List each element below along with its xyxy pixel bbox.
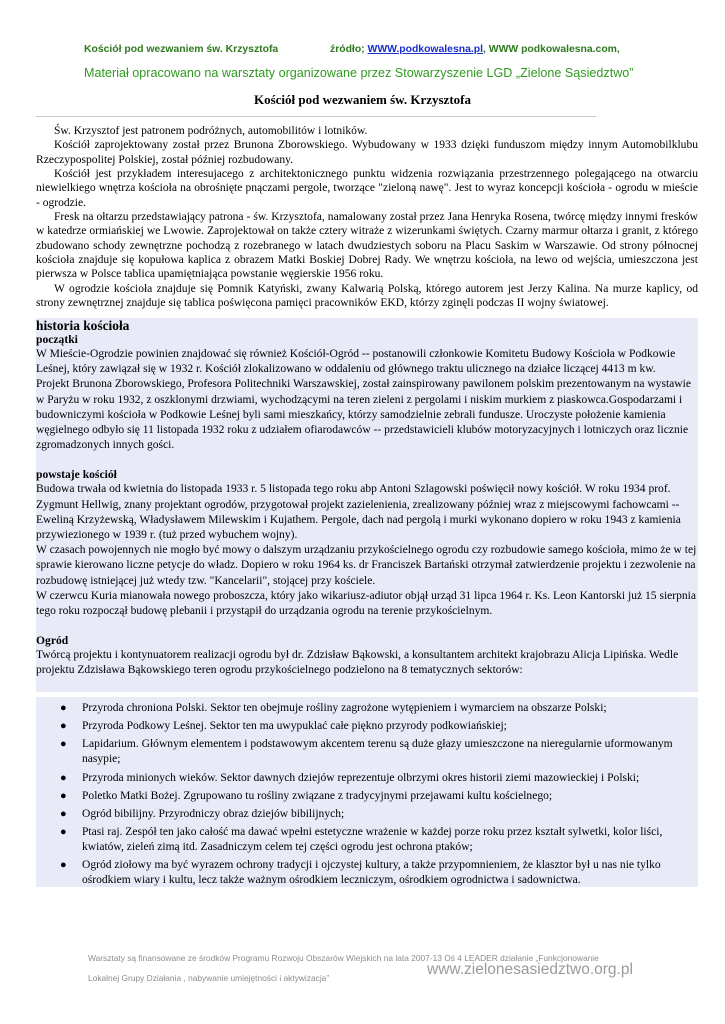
footer-program-line: Lokalnej Grupy Działania , nabywanie umiejętności i aktywizacja” [88, 973, 330, 983]
intro-paragraph: W ogrodzie kościoła znajduje się Pomnik Katyński, zwany Kalwarią Polską, którego autorem jest Jerzy Kalina. Na murze kaplicy, od strony zewnętrznej znajduje się tablica poświęcona pamięci pracowników EKD, którzy zginęli podczas II wojny światowej. [36, 282, 698, 310]
spacer [36, 453, 698, 468]
intro-paragraph: Kościół zaprojektowany został przez Brunona Zborowskiego. Wybudowany w 1933 dzięki funduszom między innym Automobilklubu Rzeczypospolitej Polskiej, został później rozbudowany. [36, 139, 698, 166]
beginnings-heading: początki [36, 333, 78, 346]
header-source: źródło; WWW.podkowalesna.pl, WWW podkowalesna.com, [330, 44, 620, 55]
bullet-icon: ● [60, 807, 67, 820]
list-item: ● Poletko Matki Bożej. Zgrupowano tu rośliny związane z tradycyjnymi przejawami kultu kościelnego; [60, 789, 553, 802]
list-item: ● Lapidarium. Głównym elementem i podstawowym akcentem terenu są duże głazy umieszczone na nieregularnie uformowanym nasypie; [60, 738, 673, 766]
history-paragraph: W czasach powojennych nie mogło być mowy o dalszym urządzaniu przykościelnego ogrodu czy rozbudowie samego kościoła, mimo że w tej sprawie kierowano liczne petycje do władz. Dopiero w roku 1964 ks. dr Franciszek Bartański otrzymał zatwierdzenie projektu i zezwolenie na rozbudowę istniejącej już wtedy tzw. "Kancelarii", stojącej przy kościele. [36, 544, 697, 587]
footer-url[interactable]: www.zielonesasiedztwo.org.pl [427, 961, 633, 978]
page-header [84, 44, 704, 58]
intro-paragraph: Fresk na ołtarzu przedstawiający patrona - św. Krzysztofa, namalowany został przez Jana Henryka Rosena, twórcę między innymi fresków w katedrze ormiańskiej we Lwowie. Zaprojektował on także cztery witraże z wizerunkami świętych. Czarny marmur ołtarza i granit, z którego zbudowano schody zewnętrzne pochodzą z rozebranego w latach dwudziestych soboru na Placu Saskim w Warszawie. Od strony północnej kościoła znajduje się kopułowa kaplica z obrazem Matki Boskiej Dobrej Rady. We wnętrzu kościoła, na lewo od wejścia, umieszczona jest pierwsza w Polsce tablica upamiętniająca powstanie węgierskie 1956 roku. [36, 211, 698, 281]
intro-paragraph: Św. Krzysztof jest patronem podróżnych, automobilitów i lotników. [54, 125, 368, 137]
header-subtitle: Materiał opracowano na warsztaty organizowane przez Stowarzyszenie LGD „Zielone Sąsiedztwo” [84, 66, 634, 80]
intro-paragraph: Kościół jest przykładem interesujacego z architektonicznego punktu widzenia rozwiązania przestrzennego polegającego na otwarciu niewielkiego wnętrza kościoła na obrośnięte pnączami pergole, tworzące "zieloną nawę". Jest to wyraz koncepcji kościoła - ogrodu w mieście - ogrodzie. [36, 168, 698, 209]
list-item: ● Ogród bibilijny. Przyrodniczy obraz dziejów bibilijnych; [60, 807, 345, 820]
title-divider [36, 116, 596, 117]
garden-heading: Ogród [36, 634, 69, 648]
history-paragraph: W Mieście-Ogrodzie powinien znajdować się również Kościół-Ogród -- postanowili członkowie Komitetu Budowy Kościoła w Podkowie Leśnej, który zawiązał się w 1932 r. Kościół zlokalizowano w oddaleniu od głównego traktu ulicznego na działce liczącej 4413 m kw. [36, 348, 676, 376]
list-item: ● Ptasi raj. Zespół ten jako całość ma dawać wpełni estetyczne wrażenie w każdej porze roku przez kształt sylwetki, kolor liści, kwiatów, zieleń zimą itd. Zasadniczym celem tej części ogrodu jest ochrona ptaków; [60, 826, 663, 854]
construction-heading: powstaje kościół [36, 468, 117, 482]
document-title: Kościół pod wezwaniem św. Krzysztofa [253, 92, 471, 107]
list-item: ● Przyroda Podkowy Leśnej. Sektor ten ma uwypuklać całe piękno przyrody podkowiańskiej; [60, 720, 507, 733]
history-paragraph: W czerwcu Kuria mianowała nowego proboszcza, który jako wikariusz-adiutor objął urząd 31 lipca 1964 r. Ks. Leon Kantorski już 15 sierpnia tego roku rozpoczął budowę plebanii i przystąpił do urządzania ogrodu na terenie przykościelnym. [36, 589, 696, 618]
bullet-icon: ● [60, 702, 67, 714]
sectors-list [36, 697, 698, 888]
history-section [36, 318, 698, 692]
bullet-icon: ● [60, 859, 67, 872]
header-title: Kościół pod wezwaniem św. Krzysztofa [84, 44, 279, 55]
source-link[interactable]: WWW.podkowalesna.pl [367, 44, 483, 55]
intro-section [36, 124, 698, 310]
history-heading: historia kościoła [36, 318, 130, 333]
spacer [36, 619, 698, 634]
list-item: ● Ogród ziołowy ma być wyrazem ochrony tradycji i ojczystej kultury, a także przypomnieniem, że klasztor był u nas nie tylko ośrodkiem wiary i kultu, lecz także ważnym ośrodkiem leczniczym, ośrodkiem ogrodnictwa i sadownictwa. [60, 859, 661, 887]
history-paragraph: Budowa trwała od kwietnia do listopada 1933 r. 5 listopada tego roku abp Antoni Szlagowski poświęcił nowy kościół. W roku 1934 prof. Zygmunt Hellwig, znany projektant ogrodów, przygotował projekt zazielenienia, zrealizowany później wraz z miejscowymi fachowcami -- Eweliną Krzyżewską, Władysławem Milewskim i Kujathem. Pergole, dach nad pergolą i murki wykonano dopiero w roku 1943 z kamienia przywiezionego w 1939 r. (tuż przed wybuchem wojny). [36, 483, 681, 542]
history-paragraph: Twórcą projektu i kontynuatorem realizacji ogrodu był dr. Zdzisław Bąkowski, a konsultantem architekt krajobrazu Alicja Lipińska. Wedle projektu Zdzisława Bąkowskiego teren ogrodu przykościelnego podzielono na 8 tematycznych sektorów: [36, 649, 679, 677]
bullet-icon: ● [60, 789, 67, 802]
bullet-icon: ● [60, 720, 67, 733]
bullet-icon: ● [60, 738, 67, 751]
bullet-icon: ● [60, 826, 67, 839]
bullet-icon: ● [60, 771, 67, 784]
footer-funding-line: Warsztaty są finansowane ze środków Programu Rozwoju Obszarów Wiejskich na lata 2007-13 Oś 4 LEADER działanie „Funkcjonowanie [88, 953, 599, 963]
list-item: ● Przyroda chroniona Polski. Sektor ten obejmuje rośliny zagrożone wytępieniem i wymarciem na obszarze Polski; [60, 702, 607, 714]
page-footer [88, 948, 648, 988]
list-item: ● Przyroda minionych wieków. Sektor dawnych dziejów reprezentuje olbrzymi okres historii ziemi mazowieckiej i Polski; [60, 771, 640, 784]
sectors-section [36, 697, 698, 887]
history-paragraph: Projekt Brunona Zborowskiego, Profesora Politechniki Warszawskiej, został zainspirowany pawilonem polskim prezentowanym na wystawie w Paryżu w roku 1932, z oszklonymi drzwiami, wychodzącymi na teren zieleni z pergolami i niskim murkiem z piaskowca.Gospodarzami i budowniczymi kościoła w Podkowie Leśnej byli sami mieszkańcy, którzy samodzielnie zebrali fundusze. Uroczyste położenie kamienia węgielnego odbyło się 11 listopada 1932 roku z udziałem ofiarodawców -- przedstawicieli klubów motoryzacyjnych i lotniczych oraz licznie zgromadzonych innych gości. [36, 378, 691, 452]
